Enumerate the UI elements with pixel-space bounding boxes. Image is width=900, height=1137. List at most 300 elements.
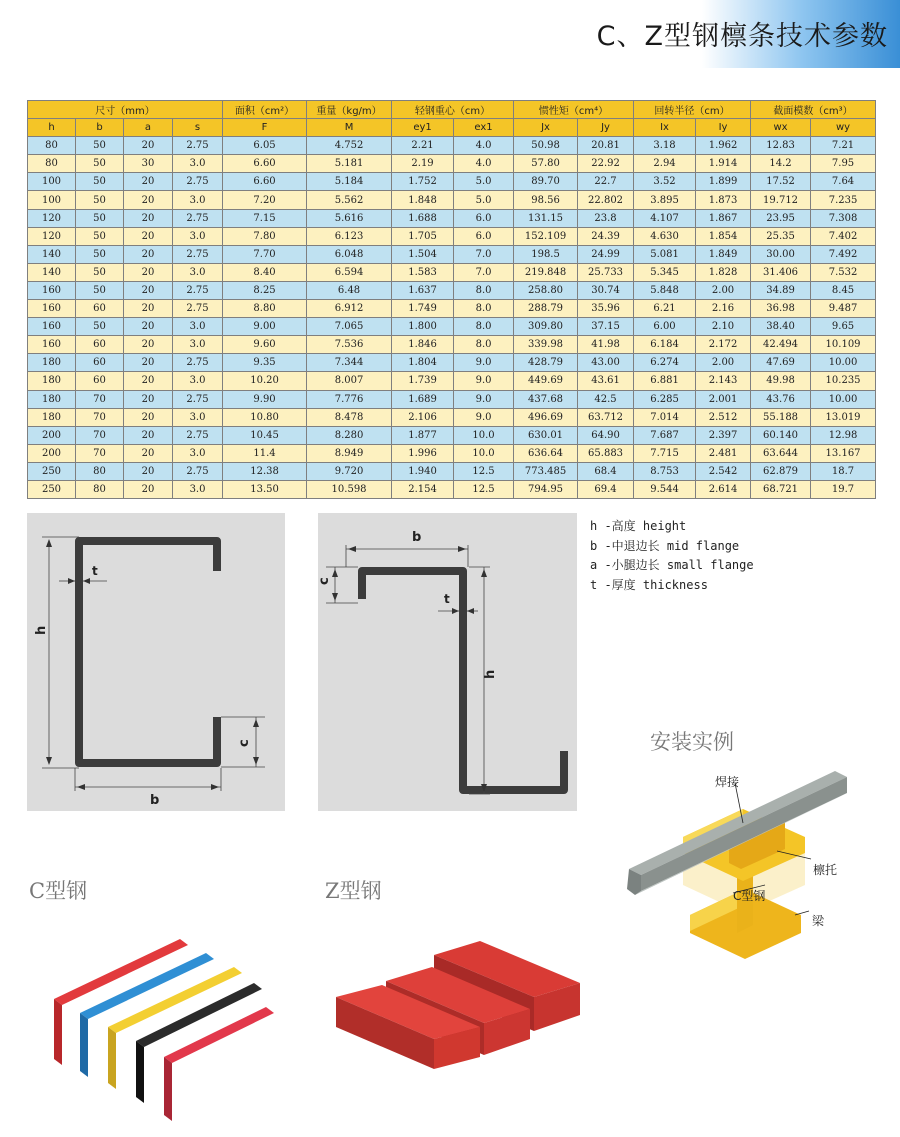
group-header-row [28,101,876,119]
table-cell: 20 [124,137,173,155]
table-cell: 42.494 [751,336,811,354]
table-cell: 38.40 [751,318,811,336]
table-cell: 50.98 [514,137,578,155]
table-cell: 9.0 [454,354,514,372]
table-cell: 3.0 [173,372,223,390]
column-header-cell: wy [811,119,876,137]
group-header-cell: 面积（cm²） [223,101,307,119]
table-cell: 2.75 [173,426,223,444]
table-cell: 62.879 [751,462,811,480]
table-cell: 5.0 [454,173,514,191]
table-cell: 9.65 [811,318,876,336]
table-cell: 50 [76,227,124,245]
z-photo-caption: Z型钢 [325,879,382,903]
table-cell: 2.00 [696,354,751,372]
table-cell: 34.89 [751,281,811,299]
table-cell: 1.739 [392,372,454,390]
group-header-cell: 尺寸（mm） [28,101,223,119]
legend-item-h: h -高度 height [590,519,687,533]
table-cell: 7.492 [811,245,876,263]
table-cell: 2.614 [696,480,751,498]
callout-beam: 梁 [812,914,825,928]
table-cell: 8.0 [454,281,514,299]
table-cell: 9.0 [454,372,514,390]
table-cell: 20 [124,300,173,318]
table-cell: 198.5 [514,245,578,263]
spec-table [27,100,876,499]
table-cell: 2.75 [173,137,223,155]
table-row [28,318,876,336]
table-cell: 6.881 [634,372,696,390]
table-cell: 65.883 [578,444,634,462]
table-cell: 7.95 [811,155,876,173]
table-cell: 1.689 [392,390,454,408]
table-cell: 7.20 [223,191,307,209]
table-cell: 7.014 [634,408,696,426]
table-cell: 14.2 [751,155,811,173]
table-cell: 20 [124,173,173,191]
symbol-legend [590,517,754,595]
table-cell: 35.96 [578,300,634,318]
z-steel-photo [330,935,585,1085]
table-cell: 2.16 [696,300,751,318]
table-cell: 3.18 [634,137,696,155]
table-cell: 180 [28,390,76,408]
table-cell: 19.7 [811,480,876,498]
table-cell: 68.721 [751,480,811,498]
table-cell: 22.802 [578,191,634,209]
table-cell: 20 [124,263,173,281]
table-cell: 2.75 [173,209,223,227]
table-cell: 1.828 [696,263,751,281]
table-cell: 80 [76,462,124,480]
table-row [28,480,876,498]
table-cell: 250 [28,462,76,480]
table-cell: 3.0 [173,444,223,462]
table-row [28,372,876,390]
table-cell: 37.15 [578,318,634,336]
table-cell: 12.5 [454,480,514,498]
table-row [28,444,876,462]
group-header-cell: 截面模数（cm³） [751,101,876,119]
table-cell: 4.107 [634,209,696,227]
table-cell: 6.05 [223,137,307,155]
table-cell: 5.616 [307,209,392,227]
column-header-cell: M [307,119,392,137]
table-cell: 140 [28,245,76,263]
table-cell: 20 [124,390,173,408]
table-cell: 50 [76,209,124,227]
table-cell: 30.74 [578,281,634,299]
table-cell: 42.5 [578,390,634,408]
table-cell: 13.167 [811,444,876,462]
table-cell: 36.98 [751,300,811,318]
table-cell: 2.75 [173,173,223,191]
table-cell: 10.598 [307,480,392,498]
table-row [28,209,876,227]
column-header-cell: ex1 [454,119,514,137]
table-cell: 60 [76,300,124,318]
table-cell: 794.95 [514,480,578,498]
table-cell: 55.188 [751,408,811,426]
table-cell: 3.0 [173,191,223,209]
table-cell: 20 [124,462,173,480]
table-cell: 6.48 [307,281,392,299]
table-body [28,137,876,499]
callout-c-steel: C型钢 [733,889,766,903]
table-cell: 20 [124,191,173,209]
table-cell: 3.0 [173,155,223,173]
callout-bracket: 檩托 [813,863,838,877]
table-cell: 4.630 [634,227,696,245]
group-header-cell: 惯性矩（cm⁴） [514,101,634,119]
table-cell: 10.80 [223,408,307,426]
table-cell: 250 [28,480,76,498]
table-cell: 1.914 [696,155,751,173]
table-cell: 1.940 [392,462,454,480]
table-cell: 2.154 [392,480,454,498]
table-cell: 31.406 [751,263,811,281]
table-cell: 2.75 [173,390,223,408]
table-cell: 17.52 [751,173,811,191]
table-cell: 50 [76,245,124,263]
table-cell: 1.504 [392,245,454,263]
table-cell: 7.70 [223,245,307,263]
table-cell: 10.0 [454,444,514,462]
table-cell: 1.752 [392,173,454,191]
table-cell: 4.752 [307,137,392,155]
table-cell: 12.38 [223,462,307,480]
table-cell: 219.848 [514,263,578,281]
table-cell: 9.60 [223,336,307,354]
table-cell: 200 [28,444,76,462]
c-steel-photo [40,925,280,1125]
table-cell: 20 [124,372,173,390]
table-cell: 160 [28,318,76,336]
table-cell: 57.80 [514,155,578,173]
table-cell: 9.544 [634,480,696,498]
table-cell: 7.21 [811,137,876,155]
table-cell: 2.75 [173,462,223,480]
table-cell: 9.90 [223,390,307,408]
table-cell: 25.733 [578,263,634,281]
table-cell: 2.75 [173,245,223,263]
table-cell: 160 [28,281,76,299]
table-cell: 7.344 [307,354,392,372]
z-steel-photo-svg [330,935,585,1085]
table-cell: 30.00 [751,245,811,263]
column-header-cell: h [28,119,76,137]
table-row [28,390,876,408]
table-cell: 19.712 [751,191,811,209]
table-cell: 3.895 [634,191,696,209]
table-cell: 20 [124,318,173,336]
table-cell: 23.95 [751,209,811,227]
table-cell: 20 [124,354,173,372]
group-header-cell: 重量（kg/m） [307,101,392,119]
table-cell: 50 [76,173,124,191]
table-cell: 8.45 [811,281,876,299]
table-cell: 6.048 [307,245,392,263]
z-label-b: b [412,530,422,545]
table-cell: 258.80 [514,281,578,299]
table-cell: 60 [76,354,124,372]
install-title: 安装实例 [650,730,734,754]
table-cell: 1.804 [392,354,454,372]
table-cell: 60 [76,336,124,354]
table-cell: 20 [124,408,173,426]
c-label-b: b [150,793,160,808]
table-cell: 449.69 [514,372,578,390]
table-cell: 43.00 [578,354,634,372]
column-header-cell: Ix [634,119,696,137]
table-cell: 70 [76,426,124,444]
column-header-cell: s [173,119,223,137]
table-cell: 20 [124,281,173,299]
table-cell: 98.56 [514,191,578,209]
table-row [28,354,876,372]
table-cell: 2.143 [696,372,751,390]
table-cell: 10.00 [811,354,876,372]
table-row [28,173,876,191]
z-profile-svg [318,513,577,811]
table-cell: 1.996 [392,444,454,462]
table-cell: 63.644 [751,444,811,462]
table-cell: 3.0 [173,408,223,426]
z-label-t: t [444,592,450,606]
table-cell: 100 [28,191,76,209]
table-cell: 5.184 [307,173,392,191]
table-cell: 6.123 [307,227,392,245]
group-header-cell: 轻钢重心（cm） [392,101,514,119]
table-cell: 20 [124,336,173,354]
table-cell: 7.687 [634,426,696,444]
table-cell: 50 [76,318,124,336]
table-cell: 10.45 [223,426,307,444]
table-cell: 9.720 [307,462,392,480]
table-cell: 50 [76,191,124,209]
table-cell: 5.181 [307,155,392,173]
table-cell: 43.76 [751,390,811,408]
table-cell: 131.15 [514,209,578,227]
table-cell: 2.21 [392,137,454,155]
table-cell: 9.35 [223,354,307,372]
table-cell: 7.402 [811,227,876,245]
table-cell: 7.0 [454,245,514,263]
table-cell: 2.512 [696,408,751,426]
table-cell: 63.712 [578,408,634,426]
table-cell: 3.0 [173,318,223,336]
c-label-c: c [237,739,252,747]
table-cell: 22.92 [578,155,634,173]
table-cell: 120 [28,227,76,245]
table-cell: 30 [124,155,173,173]
table-cell: 11.4 [223,444,307,462]
table-cell: 1.637 [392,281,454,299]
table-cell: 8.478 [307,408,392,426]
table-cell: 100 [28,173,76,191]
table-cell: 1.877 [392,426,454,444]
table-cell: 160 [28,300,76,318]
table-cell: 339.98 [514,336,578,354]
table-cell: 180 [28,372,76,390]
table-cell: 2.75 [173,300,223,318]
page-title: C、Z型钢檩条技术参数 [596,21,888,52]
table-row [28,281,876,299]
table-cell: 6.0 [454,209,514,227]
table-cell: 2.75 [173,354,223,372]
table-cell: 8.0 [454,300,514,318]
table-cell: 1.962 [696,137,751,155]
table-cell: 1.848 [392,191,454,209]
table-cell: 5.848 [634,281,696,299]
group-header-cell: 回转半径（cm） [634,101,751,119]
table-cell: 6.60 [223,155,307,173]
table-cell: 9.0 [454,408,514,426]
table-cell: 20 [124,209,173,227]
table-cell: 5.0 [454,191,514,209]
table-cell: 7.15 [223,209,307,227]
table-row [28,155,876,173]
table-cell: 8.0 [454,336,514,354]
table-cell: 437.68 [514,390,578,408]
column-header-row [28,119,876,137]
table-cell: 1.800 [392,318,454,336]
table-cell: 50 [76,155,124,173]
column-header-cell: Iy [696,119,751,137]
column-header-cell: Jy [578,119,634,137]
table-row [28,245,876,263]
table-cell: 8.007 [307,372,392,390]
table-cell: 7.235 [811,191,876,209]
table-cell: 60 [76,372,124,390]
table-cell: 49.98 [751,372,811,390]
table-cell: 89.70 [514,173,578,191]
table-row [28,300,876,318]
legend-item-t: t -厚度 thickness [590,577,708,592]
table-cell: 6.274 [634,354,696,372]
table-cell: 2.481 [696,444,751,462]
table-row [28,336,876,354]
table-cell: 7.065 [307,318,392,336]
table-cell: 20 [124,245,173,263]
table-cell: 3.0 [173,263,223,281]
table-cell: 1.846 [392,336,454,354]
table-cell: 6.285 [634,390,696,408]
z-profile-diagram [318,513,577,811]
table-cell: 10.00 [811,390,876,408]
table-cell: 5.562 [307,191,392,209]
table-cell: 2.75 [173,281,223,299]
table-cell: 60.140 [751,426,811,444]
table-cell: 2.00 [696,281,751,299]
table-cell: 20.81 [578,137,634,155]
table-cell: 8.280 [307,426,392,444]
table-cell: 3.0 [173,480,223,498]
c-profile-svg [27,513,285,811]
table-cell: 80 [28,155,76,173]
table-cell: 7.715 [634,444,696,462]
table-cell: 13.50 [223,480,307,498]
table-cell: 50 [76,137,124,155]
table-cell: 10.235 [811,372,876,390]
table-cell: 70 [76,390,124,408]
table-cell: 64.90 [578,426,634,444]
table-cell: 5.081 [634,245,696,263]
table-cell: 70 [76,444,124,462]
table-row [28,227,876,245]
column-header-cell: ey1 [392,119,454,137]
table-cell: 20 [124,444,173,462]
table-cell: 10.20 [223,372,307,390]
table-cell: 1.749 [392,300,454,318]
table-cell: 24.39 [578,227,634,245]
c-profile-diagram [27,513,285,811]
table-cell: 2.172 [696,336,751,354]
table-cell: 1.688 [392,209,454,227]
table-row [28,263,876,281]
table-cell: 2.001 [696,390,751,408]
table-cell: 6.21 [634,300,696,318]
table-cell: 152.109 [514,227,578,245]
table-cell: 25.35 [751,227,811,245]
table-cell: 630.01 [514,426,578,444]
table-cell: 50 [76,281,124,299]
table-cell: 6.60 [223,173,307,191]
table-cell: 18.7 [811,462,876,480]
table-cell: 70 [76,408,124,426]
table-row [28,408,876,426]
table-cell: 3.52 [634,173,696,191]
table-cell: 3.0 [173,227,223,245]
table-cell: 50 [76,263,124,281]
table-cell: 180 [28,408,76,426]
table-cell: 8.0 [454,318,514,336]
c-label-t: t [92,564,98,578]
table-cell: 428.79 [514,354,578,372]
table-cell: 8.40 [223,263,307,281]
table-cell: 8.753 [634,462,696,480]
table-cell: 2.19 [392,155,454,173]
table-cell: 2.106 [392,408,454,426]
table-cell: 309.80 [514,318,578,336]
table-cell: 24.99 [578,245,634,263]
table-row [28,191,876,209]
table-cell: 20 [124,227,173,245]
table-cell: 12.83 [751,137,811,155]
table-cell: 23.8 [578,209,634,227]
table-cell: 2.94 [634,155,696,173]
table-cell: 22.7 [578,173,634,191]
table-cell: 4.0 [454,137,514,155]
callout-weld: 焊接 [715,775,740,789]
column-header-cell: a [124,119,173,137]
table-cell: 1.867 [696,209,751,227]
table-cell: 13.019 [811,408,876,426]
table-cell: 7.532 [811,263,876,281]
table-cell: 160 [28,336,76,354]
column-header-cell: Jx [514,119,578,137]
table-cell: 6.594 [307,263,392,281]
table-cell: 1.899 [696,173,751,191]
table-cell: 43.61 [578,372,634,390]
table-cell: 12.98 [811,426,876,444]
table-cell: 2.542 [696,462,751,480]
column-header-cell: wx [751,119,811,137]
column-header-cell: b [76,119,124,137]
table-cell: 7.80 [223,227,307,245]
table-cell: 2.10 [696,318,751,336]
